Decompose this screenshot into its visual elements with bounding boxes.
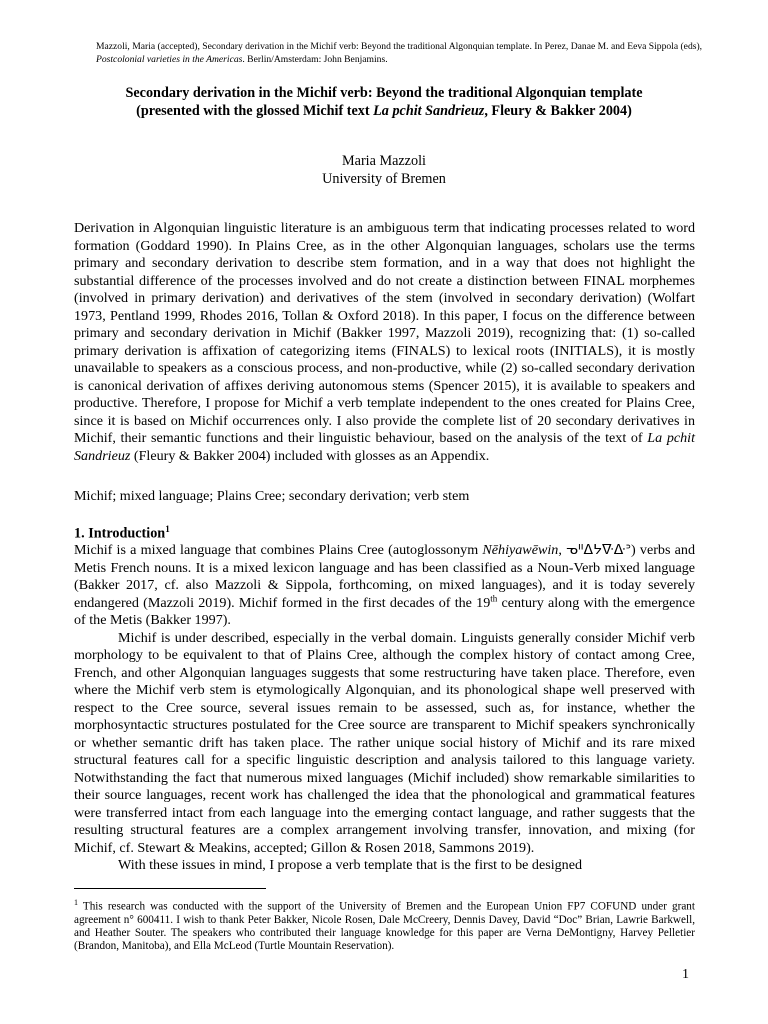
introduction-body [74,542,695,875]
title-line-2: (presented with the glossed Michif text La pchit Sandrieuz, Fleury & Bakker 2004) [136,103,632,119]
paragraph-2: Michif is under described, especially in the verbal domain. Linguists generally consider Michif verb morphology to be equivalent to that of Plains Cree, although the complex history of contact among Cree, French, and other Algonquian languages suggests that some restructuring have taken place. Therefore, even where the Michif verb stem is etymologically Algonquian, and its phonological shape well preserved with respect to the Cree source, several issues remain to be assessed, such as, for instance, whether the morphosyntactic structures postulated for the Cree source are transparent to Michif speakers synchronically or whether semantic drift has taken place. The rather unique social history of Michif and its rare mixed structural features call for a specific linguistic description and analysis tailored to this language variety. Notwithstanding the fact that numerous mixed languages (Michif included) show remarkable similarities to their source languages, recent work has challenged the idea that the phonological and grammatical features were transferred intact from each language into the emerging contact language, and rather suggests that the resulting structural features are a complex arrangement involving transfer, innovation, and mixing (for Michif, cf. Stewart & Meakins, accepted; Gillon & Rosen 2018, Sammons 2019). [74,629,695,856]
title-text-name: La pchit Sandrieuz [373,103,485,119]
title-line-1: Secondary derivation in the Michif verb: Beyond the traditional Algonquian template [125,85,643,101]
author-affiliation: University of Bremen [322,171,446,187]
citation-text: Mazzoli, Maria (accepted), Secondary derivation in the Michif verb: Beyond the traditional Algonquian template. In Perez, Danae M. and Eeva Sippola (eds), [96,41,703,52]
footnote-marker: 1 [74,898,78,907]
footnote-1 [74,896,695,954]
citation-header [96,41,706,66]
autoglossonym: Nēhiyawēwin [482,542,559,558]
author-block [80,152,688,188]
page-number: 1 [682,967,689,982]
citation-book-title: Postcolonial varieties in the Americas [96,53,243,65]
keywords: Michif; mixed language; Plains Cree; secondary derivation; verb stem [74,488,470,504]
abstract-text-name: La pchit Sandrieuz [74,430,695,464]
paragraph-1: Michif is a mixed language that combines Plains Cree (autoglossonym Nēhiyawēwin, ᓀᐦᐃᔭᐍᐏᐣ) verbs and Metis French nouns. It is a mixed lexicon language and has been classified as a Noun-Verb mixed language (Bakker 2017, cf. also Mazzoli & Sippola, forthcoming, on mixed languages), and it is today severely endangered (Mazzoli 2019). Michif formed in the first decades of the 19th century along with the emergence of the Metis (Bakker 1997). [74,542,695,628]
abstract: Derivation in Algonquian linguistic literature is an ambiguous term that indicating processes related to word formation (Goddard 1990). In Plains Cree, as in the other Algonquian languages, scholars use the terms primary and secondary derivation to describe stem formation, and in a way that does not highlight the substantial difference of the processes involved and do not create a distinction between FINAL morphemes (involved in primary derivation) and derivatives of the stem (involved in secondary derivation) (Wolfart 1973, Pentland 1999, Rhodes 2016, Tollan & Oxford 2018). In this paper, I focus on the difference between primary and secondary derivation in Michif (Bakker 1997, Mazzoli 2019), recognizing that: (1) so-called primary derivation is affixation of categorizing items (FINALS) to lexical roots (INITIALS), it is mostly unavailable to speakers as a conscious process, and non-productive, while (2) so-called secondary derivation is canonical derivation of affixes deriving autonomous stems (Spencer 2015), it is available to speakers and productive. Therefore, I propose for Michif a verb template independent to the ones created for Plains Cree, since it is based on Michif occurrences only. I also provide the complete list of 20 secondary derivatives in Michif, their semantic functions and their linguistic behaviour, based on the analysis of the text of La pchit Sandrieuz (Fleury & Bakker 2004) included with glosses as an Appendix. [74,220,695,464]
footnote-reference[interactable]: 1 [165,524,170,534]
paper-title [80,84,688,120]
citation-publisher: . Berlin/Amsterdam: John Benjamins. [242,53,388,65]
footnote-divider [74,888,266,889]
section-heading-introduction: 1. Introduction$^1$ [74,524,170,542]
paragraph-3: With these issues in mind, I propose a verb template that is the first to be designed [118,857,583,873]
author-name: Maria Mazzoli [342,153,426,169]
footnote-text: This research was conducted with the support of the University of Bremen and the European Union FP7 COFUND under grant agreement n° 600411. I wish to thank Peter Bakker, Nicole Rosen, Dale McCreery, Dennis Davey, David “Doc” Brian, Lawrie Barkwell, and Heather Souter. The speakers who contributed their language knowledge for this paper are Verna DeMontigny, Harvey Pelletier (Brandon, Manitoba), and Ella McLeod (Turtle Mountain Reservation). [74,900,695,953]
